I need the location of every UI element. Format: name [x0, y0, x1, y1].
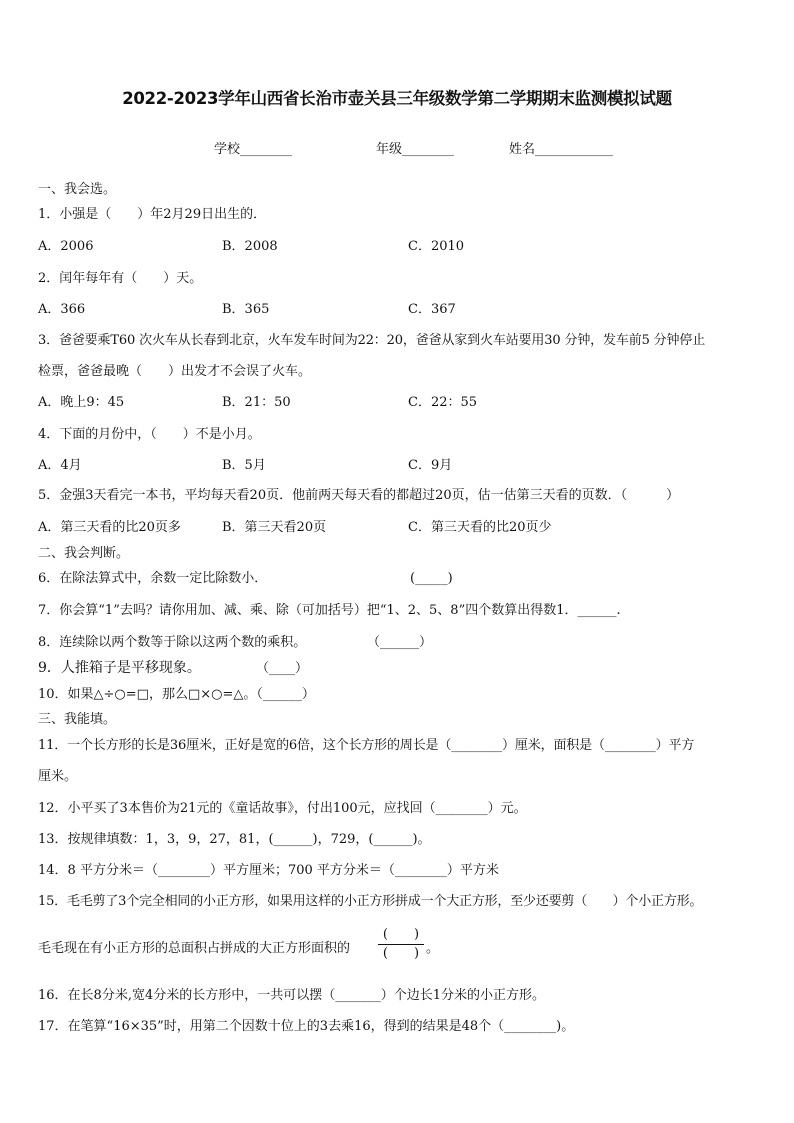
q1-option-a: A．2006 [38, 239, 94, 254]
school-field: 学校________ [214, 142, 293, 157]
question-17: 17．在笔算“16×35”时，用第二个因数十位上的3去乘16，得到的结果是48个（________)。 [38, 1019, 575, 1034]
name-field: 姓名____________ [509, 142, 614, 157]
grade-field: 年级________ [376, 142, 455, 157]
question-14: 14．8 平方分米＝（________）平方厘米；700 平方分米＝（________）平方米 [38, 863, 499, 878]
q15-fraction-numerator: ( ) [382, 927, 420, 942]
q4-option-c: C．9月 [408, 458, 453, 473]
q4-option-b: B．5月 [222, 458, 266, 473]
question-11-line-1: 11．一个长方形的长是36厘米，正好是宽的6倍，这个长方形的周长是（________）厘米，面积是（________）平方 [38, 738, 695, 753]
question-12: 12．小平买了3本售价为21元的《童话故事》，付出100元，应找回（________）元。 [38, 801, 527, 816]
q9-answer-blank: （____） [256, 661, 309, 676]
q5-option-b: B．第三天看20页 [222, 520, 327, 535]
section-heading-1: 一、我会选。 [38, 182, 117, 197]
q15-fraction-denominator: ( ) [382, 946, 420, 961]
question-5: 5．金强3天看完一本书，平均每天看20页．他前两天每天看的都超过20页，估一估第三天看的页数．（ ） [38, 488, 680, 503]
q2-option-a: A．366 [38, 302, 86, 317]
question-2: 2．闰年每年有（ ）天。 [38, 271, 203, 286]
question-10: 10．如果△÷○=□，那么□×○=△。（______） [38, 687, 315, 702]
q3-option-a: A．晚上9：45 [38, 395, 125, 410]
q8-answer-blank: （______） [367, 635, 433, 650]
page-title: 2022-2023学年山西省长治市壶关县三年级数学第二学期期末监测模拟试题 [122, 89, 672, 108]
question-3-line-1: 3．爸爸要乘T60 次火车从长春到北京，火车发车时间为22：20，爸爸从家到火车站要用30 分钟，发车前5 分钟停止 [38, 333, 706, 348]
question-3-line-2: 检票，爸爸最晚（ ）出发才不会误了火车。 [38, 364, 312, 379]
q2-option-b: B．365 [222, 302, 270, 317]
q3-option-c: C．22：55 [408, 395, 478, 410]
q4-option-a: A．4月 [38, 458, 82, 473]
q15-fraction-bar [378, 944, 424, 945]
q1-option-b: B．2008 [222, 239, 278, 254]
question-4: 4．下面的月份中，（ ）不是小月。 [38, 427, 261, 442]
question-11-line-2: 厘米。 [38, 769, 78, 784]
q15-end-mark: 。 [426, 941, 440, 956]
question-7: 7．你会算“1”去吗？请你用加、减、乘、除（可加括号）把“1、2、5、8”四个数算出得数1．______. [38, 603, 621, 618]
question-1: 1．小强是（ ）年2月29日出生的． [38, 207, 267, 222]
q3-option-b: B．21：50 [222, 395, 291, 410]
question-9: 9．人推箱子是平移现象。 [38, 660, 201, 676]
q15-fraction [378, 927, 424, 962]
question-16: 16．在长8分米,宽4分米的长方形中，一共可以摆（_______）个边长1分米的小正方形。 [38, 988, 545, 1003]
question-15-line-1: 15．毛毛剪了3个完全相同的小正方形，如果用这样的小正方形拼成一个大正方形，至少还要剪（ ）个小正方形。 [38, 894, 703, 909]
q1-option-c: C．2010 [408, 239, 465, 254]
q5-option-a: A．第三天看的比20页多 [38, 520, 181, 535]
section-heading-3: 三、我能填。 [38, 712, 117, 727]
section-heading-2: 二、我会判断。 [38, 546, 130, 561]
q5-option-c: C．第三天看的比20页少 [408, 520, 552, 535]
question-6: 6．在除法算式中，余数一定比除数小． [38, 571, 268, 586]
question-15-line-2: 毛毛现在有小正方形的总面积占拼成的大正方形面积的 [38, 941, 351, 956]
q2-option-c: C．367 [408, 302, 456, 317]
question-13: 13．按规律填数：1，3，9，27，81，(______)，729，(______)。 [38, 832, 431, 847]
q6-answer-blank: (_____) [410, 571, 453, 586]
question-8: 8．连续除以两个数等于除以这两个数的乘积。 [38, 635, 307, 650]
